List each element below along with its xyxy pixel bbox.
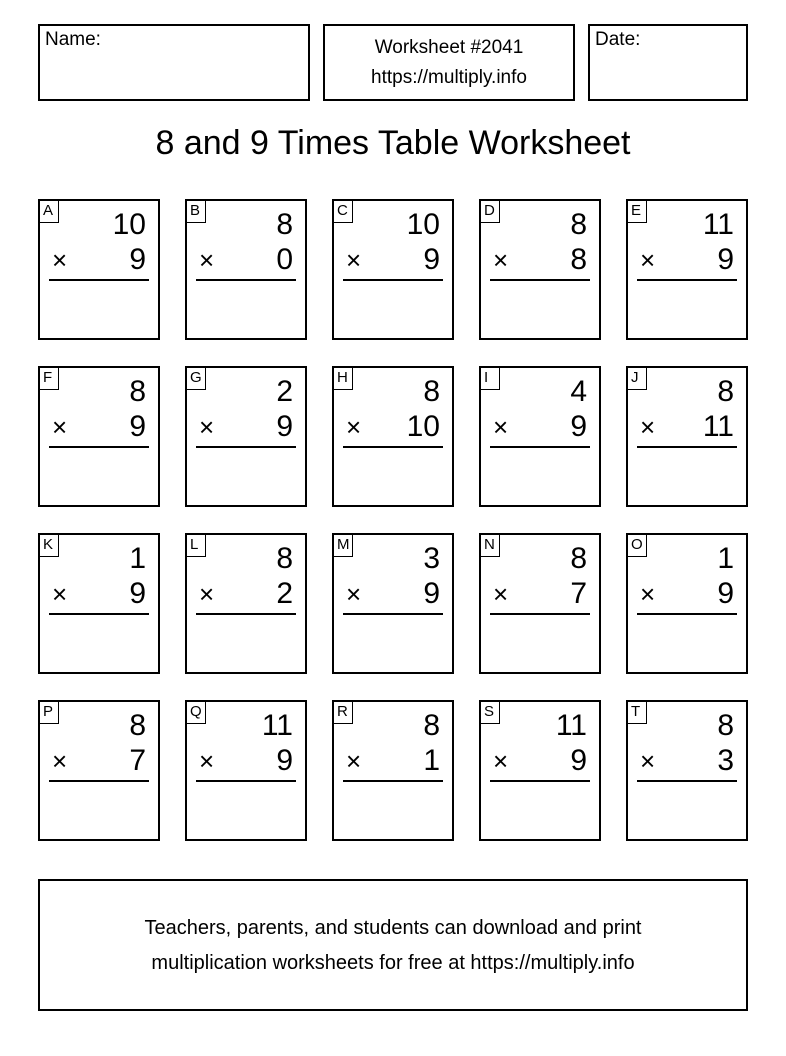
problem-card[interactable]: [332, 199, 454, 340]
problem-letter: C: [334, 201, 353, 223]
answer-line: [637, 613, 737, 615]
multiply-sign-icon: ×: [346, 412, 362, 442]
multiply-sign-icon: ×: [493, 412, 509, 442]
worksheet-info-box: [323, 24, 575, 101]
footer-line-2: multiplication worksheets for free at https://multiply.info: [151, 952, 635, 974]
problem-bottom-number: 9: [276, 744, 293, 777]
problem-card[interactable]: [332, 366, 454, 507]
worksheet-number: Worksheet #2041: [374, 37, 524, 58]
problem-top-number: 8: [129, 709, 146, 742]
problem-bottom-number: 9: [717, 577, 734, 610]
problem-letter: J: [628, 368, 647, 390]
date-field-box[interactable]: [588, 24, 748, 101]
multiply-sign-icon: ×: [199, 746, 215, 776]
answer-line: [637, 279, 737, 281]
problem-letter: G: [187, 368, 206, 390]
answer-line: [49, 446, 149, 448]
problem-top-number: 2: [276, 375, 293, 408]
problem-bottom-number: 7: [129, 744, 146, 777]
answer-line: [49, 613, 149, 615]
problem-letter: R: [334, 702, 353, 724]
name-field-box[interactable]: [38, 24, 310, 101]
worksheet-url: https://multiply.info: [371, 67, 527, 88]
name-label: Name:: [45, 29, 101, 50]
problem-bottom-number: 9: [570, 744, 587, 777]
problem-card[interactable]: [38, 533, 160, 674]
problem-top-number: 8: [423, 375, 440, 408]
problem-letter: A: [40, 201, 59, 223]
problem-top-number: 4: [570, 375, 587, 408]
multiply-sign-icon: ×: [346, 245, 362, 275]
problem-bottom-number: 3: [717, 744, 734, 777]
problem-bottom-number: 7: [570, 577, 587, 610]
problem-letter: M: [334, 535, 353, 557]
multiply-sign-icon: ×: [493, 579, 509, 609]
problem-bottom-number: 0: [276, 243, 293, 276]
multiply-sign-icon: ×: [52, 412, 68, 442]
problem-top-number: 1: [129, 542, 146, 575]
problem-letter: S: [481, 702, 500, 724]
problem-bottom-number: 11: [702, 410, 734, 443]
problem-bottom-number: 8: [570, 243, 587, 276]
problem-top-number: 10: [112, 208, 146, 241]
problem-top-number: 8: [570, 208, 587, 241]
problem-top-number: 11: [261, 709, 293, 742]
problem-letter: H: [334, 368, 353, 390]
problem-card[interactable]: [479, 533, 601, 674]
problem-bottom-number: 9: [570, 410, 587, 443]
page-title: 8 and 9 Times Table Worksheet: [155, 124, 631, 162]
problem-card[interactable]: [626, 533, 748, 674]
problem-bottom-number: 9: [717, 243, 734, 276]
problem-bottom-number: 9: [276, 410, 293, 443]
problem-top-number: 1: [717, 542, 734, 575]
answer-line: [490, 613, 590, 615]
multiply-sign-icon: ×: [640, 746, 656, 776]
problem-bottom-number: 10: [406, 410, 440, 443]
problem-letter: Q: [187, 702, 206, 724]
multiply-sign-icon: ×: [640, 579, 656, 609]
answer-line: [637, 446, 737, 448]
problem-bottom-number: 9: [129, 577, 146, 610]
multiply-sign-icon: ×: [346, 579, 362, 609]
problem-card[interactable]: [185, 700, 307, 841]
problem-top-number: 3: [423, 542, 440, 575]
multiply-sign-icon: ×: [640, 412, 656, 442]
problem-letter: F: [40, 368, 59, 390]
multiply-sign-icon: ×: [493, 746, 509, 776]
problem-bottom-number: 9: [129, 243, 146, 276]
problem-letter: E: [628, 201, 647, 223]
problem-bottom-number: 1: [423, 744, 440, 777]
answer-line: [490, 446, 590, 448]
problem-top-number: 8: [717, 709, 734, 742]
multiply-sign-icon: ×: [346, 746, 362, 776]
problem-card[interactable]: [38, 366, 160, 507]
footer-line-1: Teachers, parents, and students can download and print: [144, 917, 642, 939]
multiply-sign-icon: ×: [52, 746, 68, 776]
problem-bottom-number: 9: [423, 243, 440, 276]
answer-line: [343, 279, 443, 281]
problem-top-number: 11: [702, 208, 734, 241]
answer-line: [490, 279, 590, 281]
problem-top-number: 8: [423, 709, 440, 742]
answer-line: [196, 279, 296, 281]
footer-box: [38, 879, 748, 1011]
multiply-sign-icon: ×: [52, 579, 68, 609]
problem-top-number: 11: [555, 709, 587, 742]
date-label: Date:: [595, 29, 641, 50]
problem-top-number: 8: [276, 542, 293, 575]
problem-letter: D: [481, 201, 500, 223]
multiply-sign-icon: ×: [493, 245, 509, 275]
answer-line: [49, 279, 149, 281]
problem-bottom-number: 2: [276, 577, 293, 610]
problem-letter: K: [40, 535, 59, 557]
problem-letter: T: [628, 702, 647, 724]
problem-top-number: 10: [406, 208, 440, 241]
problem-card[interactable]: [332, 700, 454, 841]
problem-top-number: 8: [129, 375, 146, 408]
problem-letter: B: [187, 201, 206, 223]
problem-bottom-number: 9: [129, 410, 146, 443]
multiply-sign-icon: ×: [199, 579, 215, 609]
problem-bottom-number: 9: [423, 577, 440, 610]
problem-letter: N: [481, 535, 500, 557]
answer-line: [637, 780, 737, 782]
problem-top-number: 8: [276, 208, 293, 241]
problem-card[interactable]: [479, 366, 601, 507]
answer-line: [49, 780, 149, 782]
multiply-sign-icon: ×: [199, 245, 215, 275]
answer-line: [196, 780, 296, 782]
multiply-sign-icon: ×: [640, 245, 656, 275]
problem-card[interactable]: [185, 533, 307, 674]
answer-line: [490, 780, 590, 782]
answer-line: [196, 446, 296, 448]
problem-card[interactable]: [185, 366, 307, 507]
answer-line: [343, 613, 443, 615]
multiply-sign-icon: ×: [199, 412, 215, 442]
problem-top-number: 8: [570, 542, 587, 575]
problem-letter: I: [481, 368, 500, 390]
answer-line: [343, 446, 443, 448]
problem-letter: O: [628, 535, 647, 557]
problem-card[interactable]: [479, 700, 601, 841]
problem-card[interactable]: [38, 700, 160, 841]
problem-top-number: 8: [717, 375, 734, 408]
multiply-sign-icon: ×: [52, 245, 68, 275]
problem-card[interactable]: [479, 199, 601, 340]
answer-line: [343, 780, 443, 782]
answer-line: [196, 613, 296, 615]
problem-card[interactable]: [626, 366, 748, 507]
problem-card[interactable]: [332, 533, 454, 674]
problem-card[interactable]: [626, 700, 748, 841]
problem-card[interactable]: [38, 199, 160, 340]
problem-card[interactable]: [185, 199, 307, 340]
problem-letter: P: [40, 702, 59, 724]
problem-letter: L: [187, 535, 206, 557]
problem-card[interactable]: [626, 199, 748, 340]
